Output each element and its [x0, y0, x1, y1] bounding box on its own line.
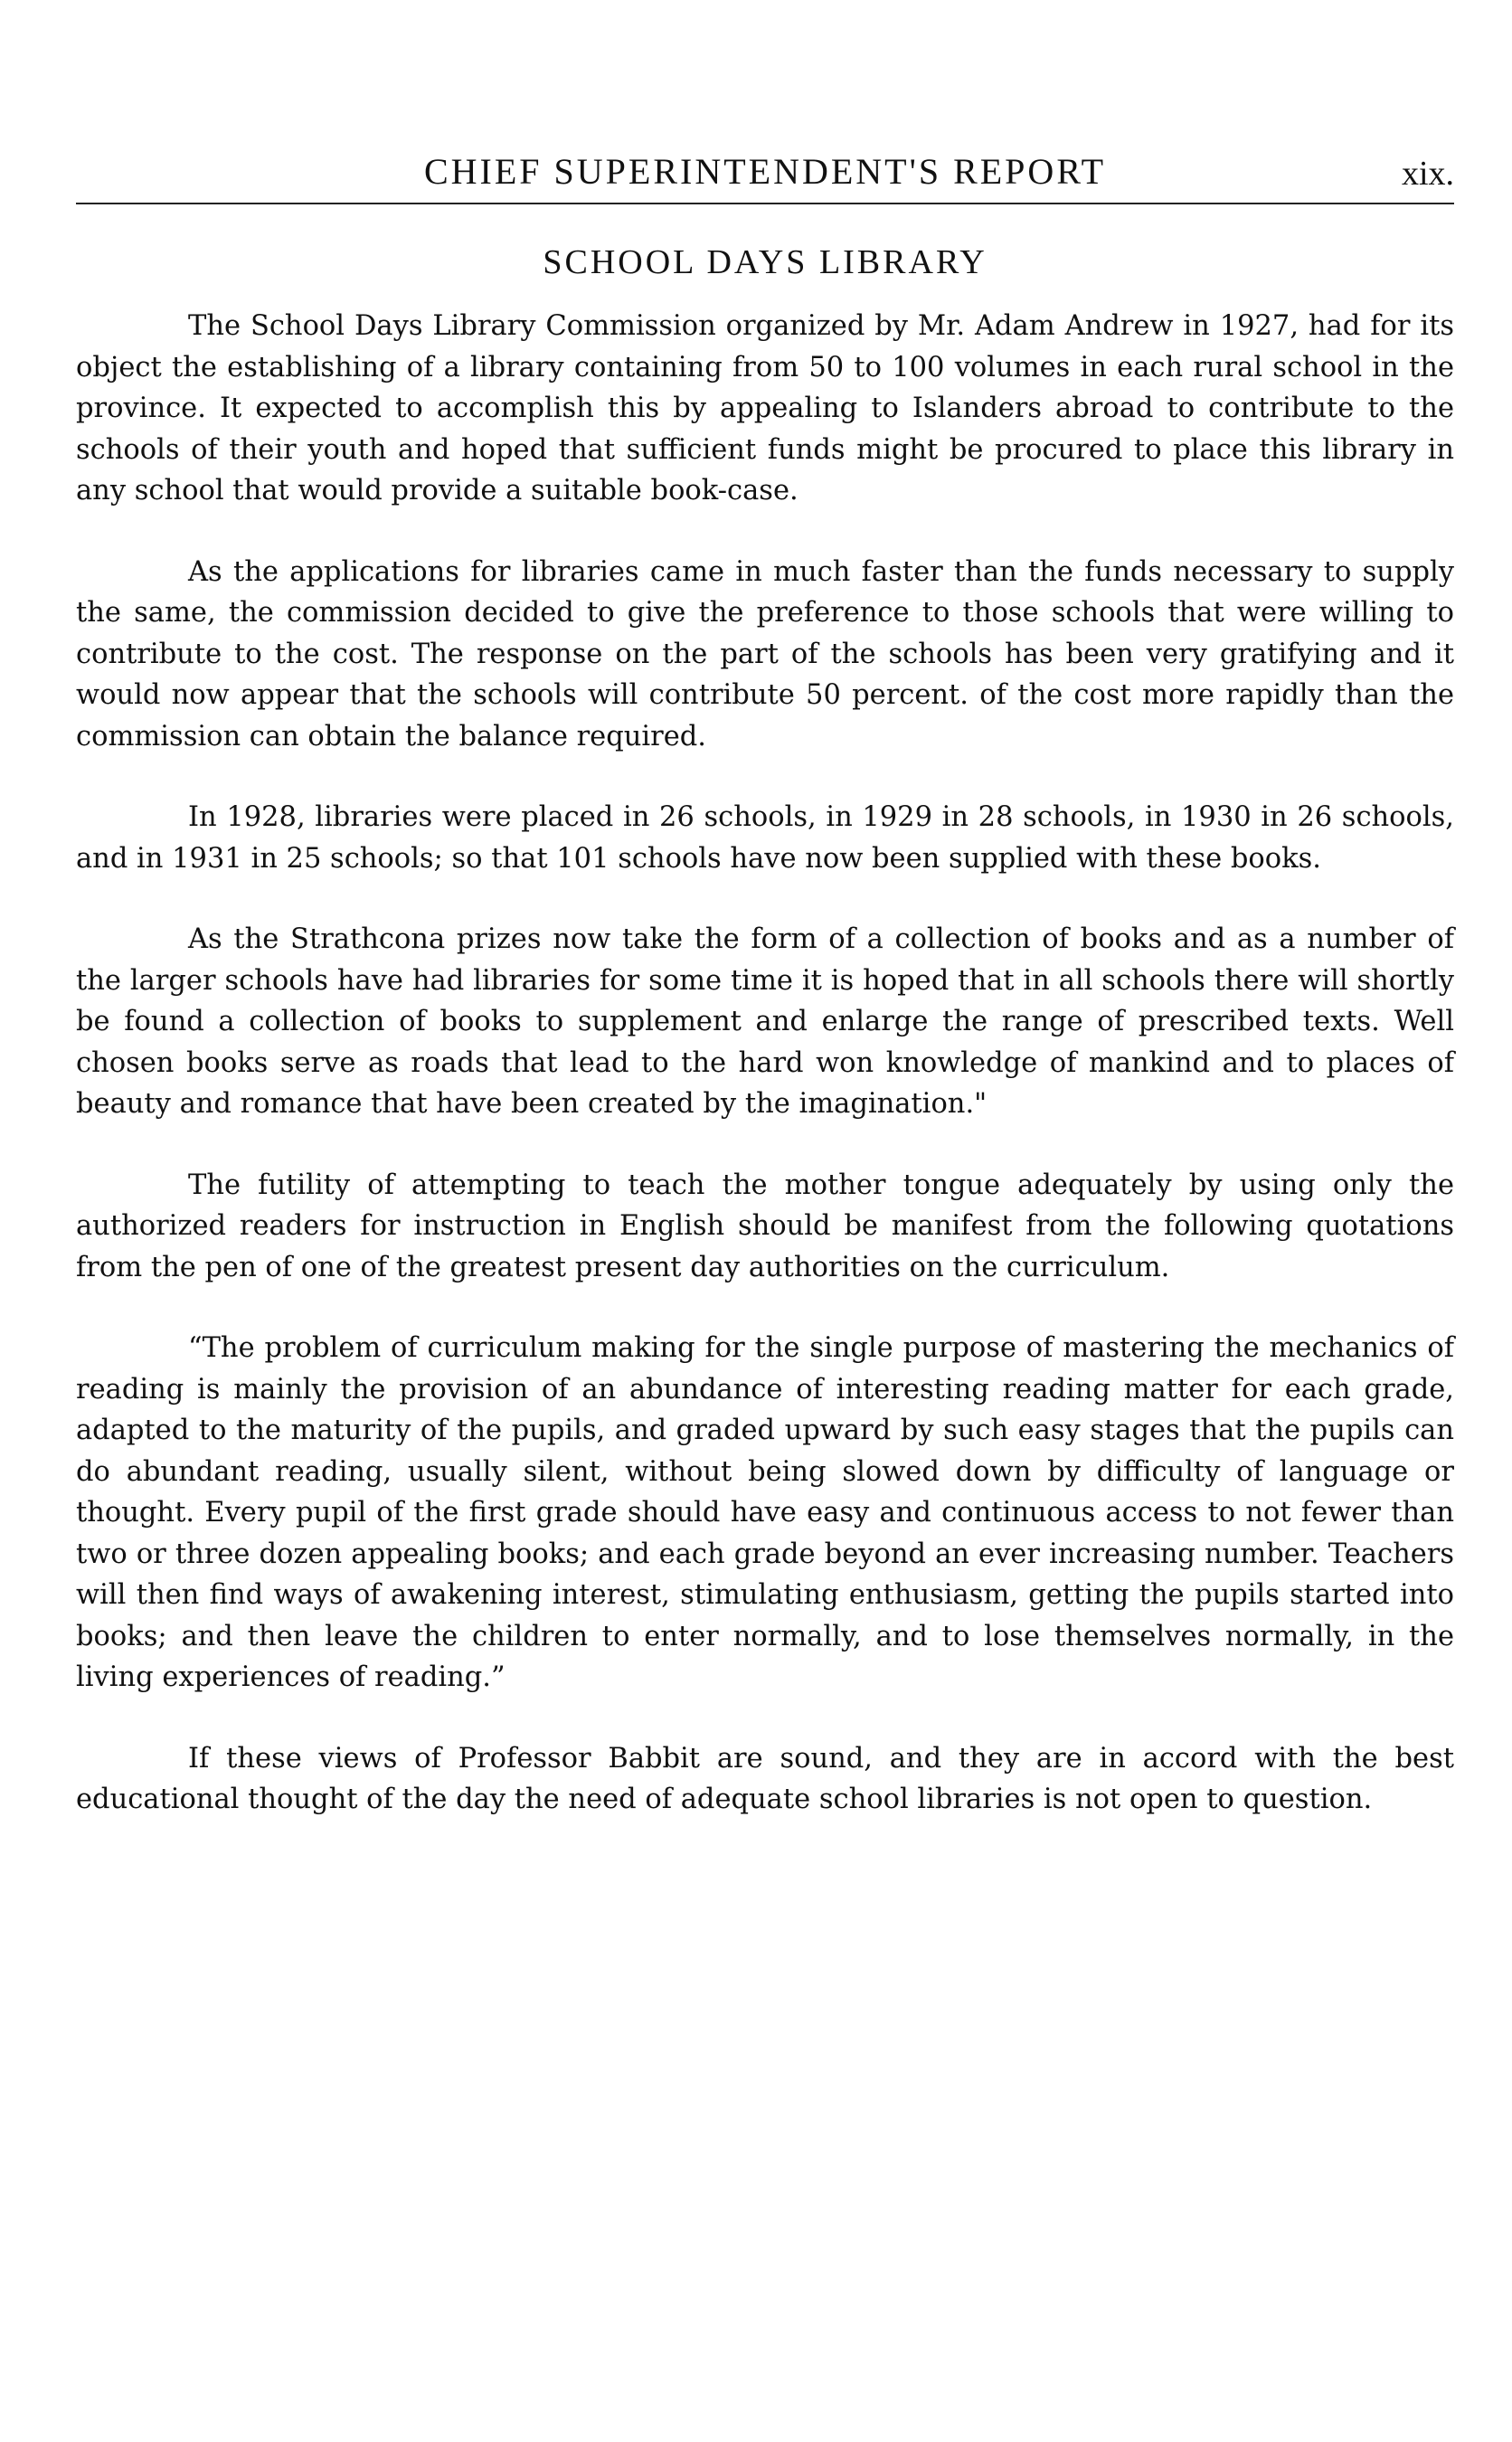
paragraph-7: If these views of Professor Babbit are sound, and they are in accord with the best educational thought of the day the need of adequate school libraries is not open to question. [76, 1742, 1454, 1815]
paragraph-2: As the applications for libraries came in much faster than the funds necessary to supply the same, the commission decided to give the preference to those schools that were willing to contribute to the cost. The response on the part of the schools has been very gratifying and it would now appear that the schools will contribute 50 percent. of the cost more rapidly than the commission can obtain the balance required. [76, 555, 1454, 752]
running-header [76, 145, 1454, 204]
paragraph-3: In 1928, libraries were placed in 26 schools, in 1929 in 28 schools, in 1930 in 26 schools, and in 1931 in 25 schools; so that 101 schools have now been supplied with these books. [76, 801, 1454, 875]
paragraph-4: As the Strathcona prizes now take the form of a collection of books and as a number of the larger schools have had libraries for some time it is hoped that in all schools there will shortly be found a collection of books to supplement and enlarge the range of prescribed texts. Well chosen books serve as roads that lead to the hard won knowledge of mankind and to places of beauty and romance that have been created by the imagination." [76, 923, 1454, 1120]
paragraph-5: The futility of attempting to teach the mother tongue adequately by using only the authorized readers for instruction in English should be manifest from the following quotations from the pen of one of the greatest present day authorities on the curriculum. [76, 1169, 1454, 1283]
section-title: SCHOOL DAYS LIBRARY [543, 243, 988, 281]
running-title: CHIEF SUPERINTENDENT'S REPORT [423, 151, 1107, 192]
paragraph-6: “The problem of curriculum making for the single purpose of mastering the mechanics of reading is mainly the provision of an abundance of interesting reading matter for each grade, adapted to the maturity of the pupils, and graded upward by such easy stages that the pupils can do abundant reading, usually silent, without being slowed down by difficulty of language or thought. Every pupil of the first grade should have easy and continuous access to not fewer than two or three dozen appealing books; and each grade beyond an ever increasing number. Teachers will then find ways of awakening interest, stimulating enthusiasm, getting the pupils started into books; and then leave the children to enter normally, and to lose themselves normally, in the living experiences of reading.” [76, 1332, 1454, 1693]
document-page [76, 145, 1454, 1821]
page-number: xix. [1401, 155, 1454, 193]
paragraph-1: The School Days Library Commission organized by Mr. Adam Andrew in 1927, had for its object the establishing of a library containing from 50 to 100 volumes in each rural school in the province. It expected to accomplish this by appealing to Islanders abroad to contribute to the schools of their youth and hoped that sufficient funds might be procured to place this library in any school that would provide a suitable book-case. [76, 310, 1454, 506]
